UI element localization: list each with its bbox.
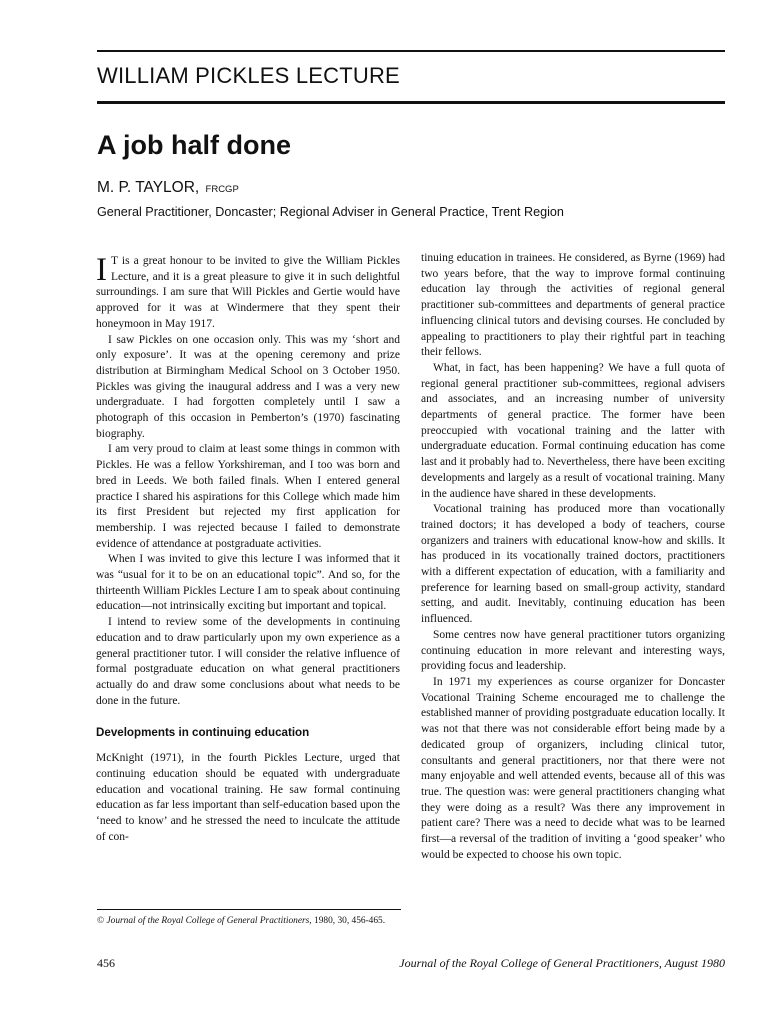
paragraph-text: T is a great honour to be invited to give the William Pickles Lecture, and it is a great pleasure to give it in such delightful surroundings. I am sure that Will Pickles and Gertie would have approved for it was at Windermere that they spent their honeymoon in May 1917. bbox=[96, 255, 400, 330]
author-affiliation: General Practitioner, Doncaster; Regional Adviser in General Practice, Trent Region bbox=[97, 205, 564, 219]
header-rule bbox=[97, 101, 725, 104]
paragraph: What, in fact, has been happening? We have a full quota of regional general practitioner sub-committees, regional advisers and associates, and an increasing number of university departments of general practice. The former have been preoccupied with vocational training and the latter with undergraduate education. Formal continuing education has come last and it probably had to. Nevertheless, there have been exciting developments and largely as a result of vocational training. Many in the audience have shared in these developments. bbox=[421, 361, 725, 500]
drop-cap: I bbox=[96, 252, 107, 288]
paragraph: When I was invited to give this lecture I was informed that it was “usual for it to be on an educational topic”. And so, for the thirteenth William Pickles Lecture I am to speak about continuing education—not intrinsically exciting but important and topical. bbox=[96, 553, 400, 613]
running-footer: Journal of the Royal College of General Practitioners, August 1980 bbox=[399, 956, 725, 970]
footnote-rule bbox=[97, 909, 401, 910]
page-number: 456 bbox=[97, 956, 115, 970]
section-subheading: Developments in continuing education bbox=[96, 726, 310, 740]
author-credential: FRCGP bbox=[205, 184, 239, 195]
author-line bbox=[97, 179, 239, 197]
article-title: A job half done bbox=[97, 130, 291, 160]
section-header: WILLIAM PICKLES LECTURE bbox=[97, 63, 400, 88]
paragraph: tinuing education in trainees. He considered, as Byrne (1969) had two years before, that the way to improve formal continuing education lay through the activities of regional general practitioner sub-committees and departments of general practice influencing clinical tutors and devising courses. He concluded by appealing to practitioners to play their rightful part in teaching their fellows. bbox=[421, 252, 725, 359]
paragraph: McKnight (1971), in the fourth Pickles Lecture, urged that continuing education should be equated with undergraduate education and vocational training. He saw formal continuing education as far less important than self-education based upon the ‘need to know’ and he stressed the need to inculcate the attitude of con- bbox=[96, 752, 400, 843]
author-name: M. P. TAYLOR, bbox=[97, 179, 200, 196]
copyright-footnote bbox=[97, 915, 401, 928]
paragraph: I saw Pickles on one occasion only. This was my ‘short and only exposure’. It was at the opening ceremony and prize distribution at Birmingham Medical School on 3 October 1950. Pickles was giving the inaugural address and I was a very new undergraduate. I had forgotten completely until I saw a photograph of this occasion in Pemberton’s (1970) fascinating biography. bbox=[96, 333, 400, 440]
footnote-citation: 1980, 30, 456-465. bbox=[314, 916, 386, 926]
copyright-symbol: © bbox=[97, 916, 105, 926]
paragraph: I intend to review some of the developments in continuing education and to draw particularly upon my own experience as a general practitioner tutor. I will consider the relative influence of formal postgraduate education on what general practitioners actually do and draw some conclusions about what needs to be done in the future. bbox=[96, 616, 400, 707]
paragraph: In 1971 my experiences as course organizer for Doncaster Vocational Training Scheme encouraged me to challenge the established manner of providing postgraduate education locally. It was not that there was not considerable effort being made by a dedicated group of organizers, including clinical tutor, consultants and general practitioners, nor that there were not many enjoyable and well attended events, because all of this was true. The question was: were general practitioners changing what they were doing as a result? Was there any improvement in patient care? There was a need to decide what was to be learned first—a reversal of the tradition of inviting a ‘good speaker’ who would be expected to choose his own topic. bbox=[421, 675, 725, 861]
footnote-journal: Journal of the Royal College of General Practitioners, bbox=[106, 916, 312, 926]
right-column bbox=[421, 251, 725, 863]
paragraph bbox=[96, 254, 400, 333]
paragraph: Vocational training has produced more than vocationally trained doctors; it has developed a body of teachers, course organizers and trainers with educational know-how and skills. It has produced in its vocationally trained doctors, practitioners with a different expectation of education, with a familiarity and preference for learning based on small-group activity, standard setting, and audit. Inevitably, continuing education has been influenced. bbox=[421, 503, 725, 626]
left-column bbox=[96, 254, 400, 845]
top-rule bbox=[97, 50, 725, 52]
paragraph: Some centres now have general practitioner tutors organizing continuing education in more relevant and interesting ways, providing focus and leadership. bbox=[421, 628, 725, 673]
paragraph: I am very proud to claim at least some things in common with Pickles. He was a fellow Yorkshireman, and I too was born and bred in Leeds. We both failed finals. When I entered general practice I shared his aspirations for this College which made him its first President but rejected my first application for membership. I was rejected because I failed to demonstrate evidence of attendance at postgraduate activities. bbox=[96, 443, 400, 550]
